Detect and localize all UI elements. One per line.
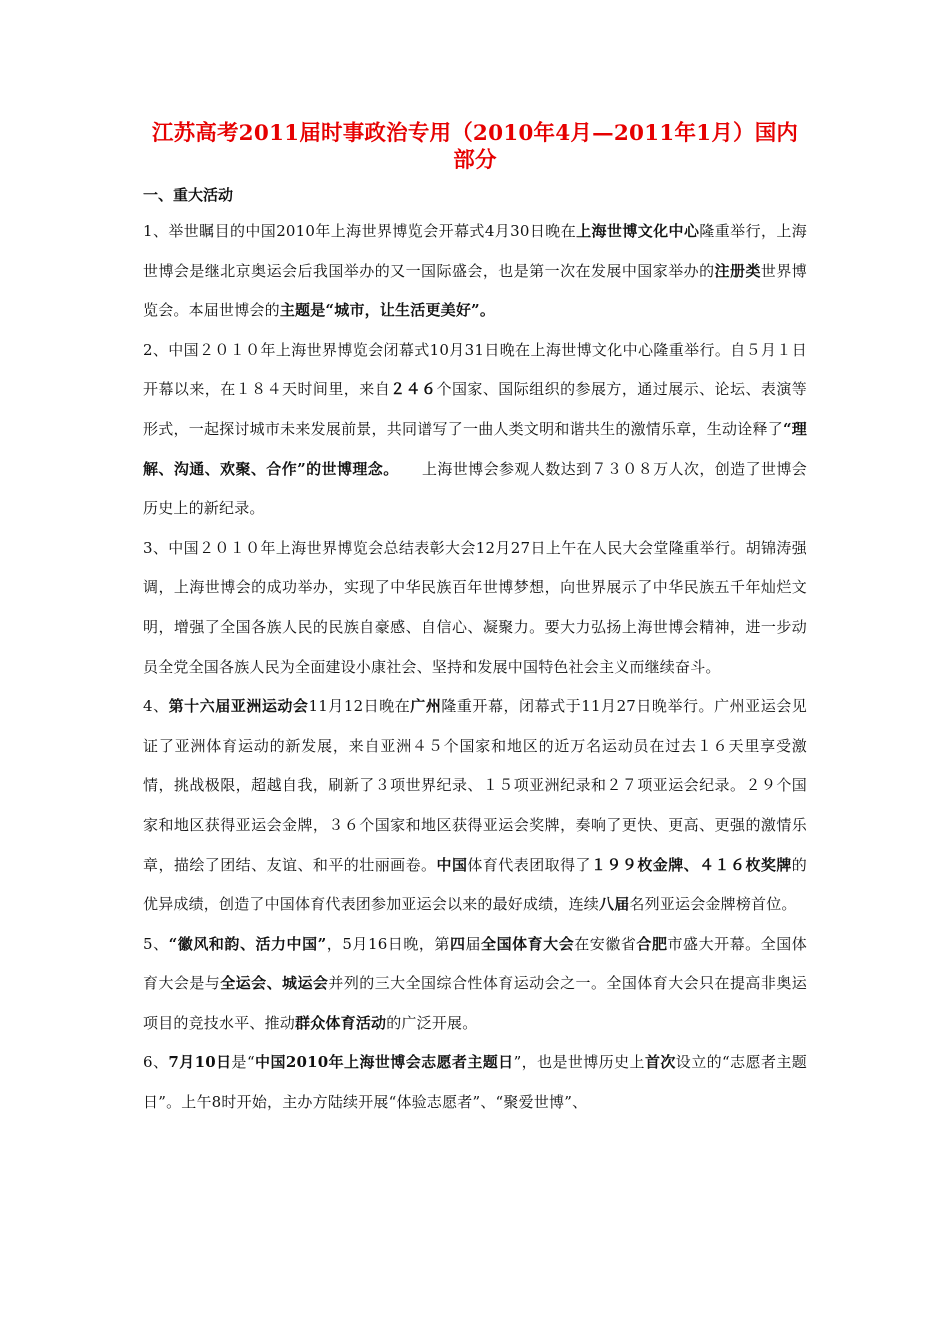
text-run: 的广泛开展。 xyxy=(386,1013,478,1032)
paragraph xyxy=(143,529,807,687)
paragraph xyxy=(143,1043,807,1122)
paragraph xyxy=(143,687,807,925)
text-run: 是“ xyxy=(231,1053,255,1072)
paragraph xyxy=(143,331,807,529)
bold-text: 全运会、城运会 xyxy=(220,974,329,993)
bold-text: 全国体育大会 xyxy=(481,934,575,953)
document-page xyxy=(143,120,807,1123)
text-run: 2、中国２０１０年上海世界博览会闭幕式10月31日晚在上海世博文化中心隆重举行。自５月１日开幕以来，在１８４天时间里，来自 xyxy=(143,340,807,399)
bold-text: 广州 xyxy=(410,697,442,716)
text-run: 5、 xyxy=(143,934,169,953)
text-run: 上海世博会参观人数达到７３０８万人次，创造了世博会历史上的新纪录。 xyxy=(143,459,808,518)
bold-text: 7月10日 xyxy=(168,1053,232,1072)
text-run: 3、中国２０１０年上海世界博览会总结表彰大会12月27日上午在人民大会堂隆重举行。胡锦涛强调，上海世博会的成功举办，实现了中华民族百年世博梦想，向世界展示了中华民族五千年灿烂文明，增强了全国各族人民的民族自豪感、自信心、凝聚力。要大力弘扬上海世博会精神，进一步动员全党全国各族人民为全面建设小康社会、坚持和发展中国特色社会主义而继续奋斗。 xyxy=(143,538,807,676)
bold-text: 合肥 xyxy=(636,934,668,953)
document-body xyxy=(143,212,807,1123)
paragraph xyxy=(143,925,807,1044)
bold-text: 主题是“城市，让生活更美好”。 xyxy=(279,301,496,320)
text-run: 隆重举行，上海世博会是继北京奥运会后我国举办的又一国际盛会，也是第一次在发展中国家举办的 xyxy=(143,222,807,280)
text-run: ，5月16日晚，第 xyxy=(326,934,450,953)
text-run: 世界博览会。本届世博会的 xyxy=(143,261,807,320)
bold-text: “理解、沟通、欢聚、合作”的世博理念。 xyxy=(143,419,808,478)
bold-text: 八届 xyxy=(599,895,630,914)
text-run: 并列的三大全国综合性体育运动会之一。全国体育大会只在提高非奥运项目的竞技水平、推动 xyxy=(143,974,807,1032)
text-run: 体育代表团取得了 xyxy=(467,855,591,874)
bold-text: 中国 xyxy=(436,855,468,874)
bold-text: １９９枚金牌、４１６枚奖牌 xyxy=(590,855,792,874)
bold-text: 中国2010年上海世博会志愿者主题日 xyxy=(254,1053,514,1072)
text-run: ”，也是世博历史上 xyxy=(513,1053,645,1072)
text-run: 的优异成绩，创造了中国体育代表团参加亚运会以来的最好成绩，连续 xyxy=(143,855,807,914)
text-run: 届 xyxy=(465,934,482,953)
text-run: 名列亚运会金牌榜首位。 xyxy=(629,895,797,914)
text-run: 隆重开幕，闭幕式于11月27日晚举行。广州亚运会见证了亚洲体育运动的新发展，来自亚洲４５个国家和地区的近万名运动员在过去１６天里享受激情，挑战极限，超越自我，刷新了３项世界纪录、１５项亚洲纪录和２７项亚运会纪录。２９个国家和地区获得亚运会金牌，３６个国家和地区获得亚运会奖牌，奏响了更快、更高、更强的激情乐章，描绘了团结、友谊、和平的壮丽画卷。 xyxy=(143,697,807,874)
text-run: 4、 xyxy=(143,697,169,716)
document-title: 江苏高考2011届时事政治专用（2010年4月—2011年1月）国内部分 xyxy=(151,121,799,173)
bold-text: 首次 xyxy=(644,1053,676,1072)
text-run: 11月12日晚在 xyxy=(308,697,411,716)
bold-text: 四 xyxy=(449,934,466,953)
bold-text: 群众体育活动 xyxy=(295,1013,387,1032)
text-run: 在安徽省 xyxy=(574,934,637,953)
bold-text: 注册类 xyxy=(714,261,761,280)
bold-text: 上海世博文化中心 xyxy=(576,222,700,240)
text-run: 6、 xyxy=(143,1053,169,1072)
section-heading: 一、重大活动 xyxy=(143,186,234,204)
text-run: 设立的“志愿者主题日”。上午8时开始，主办方陆续开展“体验志愿者”、“聚爱世博”、 xyxy=(143,1053,807,1112)
text-run: 1、举世瞩目的中国2010年上海世界博览会开幕式4月30日晚在 xyxy=(143,222,577,240)
paragraph xyxy=(143,212,807,331)
text-run: 个国家、国际组织的参展方，通过展示、论坛、表演等形式，一起探讨城市未来发展前景，共同谱写了一曲人类文明和谐共生的激情乐章，生动诠释了 xyxy=(143,380,807,438)
bold-text: “徽风和韵、活力中国” xyxy=(168,934,327,953)
bold-text: ２４６ xyxy=(390,380,437,399)
text-run: 市盛大开幕。全国体育大会是与 xyxy=(143,934,807,993)
bold-text: 第十六届亚洲运动会 xyxy=(168,697,309,716)
